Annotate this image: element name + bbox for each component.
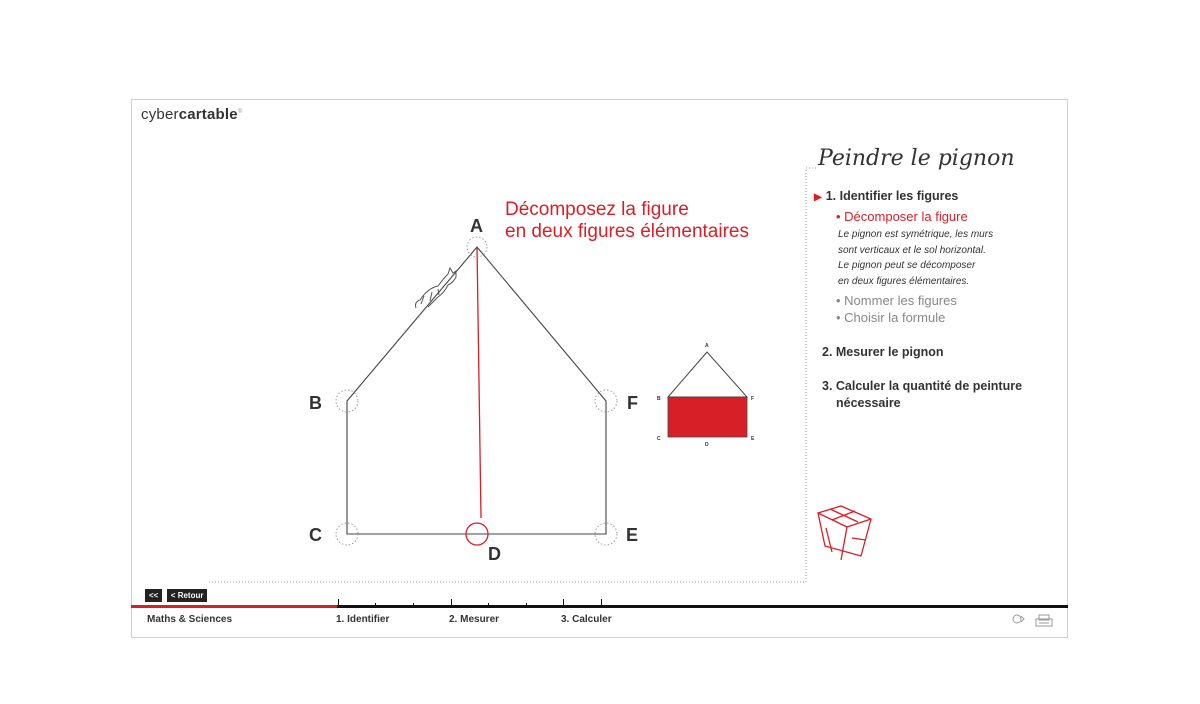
- minor-tick: [526, 603, 527, 608]
- vertex-label-E: E: [626, 525, 639, 545]
- step-calculate[interactable]: 3. Calculer la quantité de peinture nécessaire: [822, 379, 1023, 410]
- decomposition-line[interactable]: [477, 247, 481, 518]
- vertex-label-B: B: [309, 393, 322, 413]
- minor-tick: [413, 603, 414, 608]
- thumbnail-rectangle: [668, 397, 747, 437]
- back-button[interactable]: < Retour: [167, 589, 208, 602]
- gable-shape: [347, 247, 606, 534]
- thumb-label-B: B: [657, 396, 661, 402]
- step-tick: [451, 599, 452, 608]
- substep-choose-formula[interactable]: • Choisir la formule: [836, 310, 946, 325]
- minor-tick: [488, 603, 489, 608]
- substep-description: Le pignon est symétrique, les murs sont verticaux et le sol horizontal. Le pignon peut se décomposer en deux figures élémentaires.: [838, 229, 994, 287]
- footer-step-measure[interactable]: 2. Mesurer: [449, 614, 500, 625]
- thumb-label-F: F: [751, 396, 755, 402]
- step-tick: [338, 599, 339, 608]
- progress-fill: [131, 605, 337, 608]
- step-tick: [563, 599, 564, 608]
- substep-decompose[interactable]: • Décomposer la figure: [836, 209, 968, 224]
- thumb-label-A: A: [705, 343, 709, 349]
- thumb-label-E: E: [751, 436, 755, 442]
- reference-thumbnail: [657, 343, 755, 448]
- active-arrow-icon: ▶: [814, 192, 822, 203]
- vertex-label-F: F: [627, 393, 638, 413]
- panel-title: Peindre le pignon: [818, 146, 1015, 171]
- footer-step-identify[interactable]: 1. Identifier: [336, 614, 390, 625]
- thumb-label-C: C: [657, 436, 661, 442]
- vertex-label-C: C: [309, 525, 322, 545]
- thumb-label-D: D: [705, 442, 709, 448]
- audio-icon[interactable]: [1012, 613, 1026, 628]
- cat-icon: [416, 268, 457, 308]
- footer-step-calculate[interactable]: 3. Calculer: [561, 614, 612, 625]
- cube-icon[interactable]: [818, 506, 871, 560]
- substep-name-figures[interactable]: • Nommer les figures: [836, 293, 957, 308]
- print-icon[interactable]: [1034, 613, 1054, 632]
- minor-tick: [375, 603, 376, 608]
- section-label: Maths & Sciences: [147, 614, 233, 625]
- logo: cybercartable®: [141, 106, 243, 123]
- vertex-label-D: D: [488, 544, 501, 564]
- step-tick: [601, 599, 602, 608]
- step-identify[interactable]: ▶ 1. Identifier les figures: [814, 189, 959, 203]
- vertex-label-A: A: [470, 216, 483, 236]
- instruction-text: Décomposez la figure en deux figures élémentaires: [505, 199, 749, 242]
- step-measure[interactable]: 2. Mesurer le pignon: [822, 345, 944, 359]
- back-double-button[interactable]: <<: [145, 589, 162, 602]
